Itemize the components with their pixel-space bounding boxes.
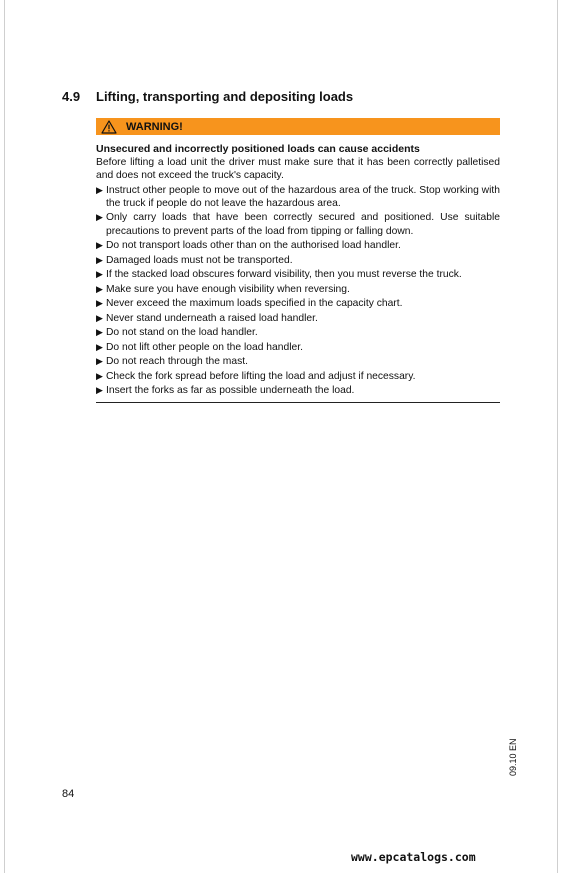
bullet-arrow-icon: ▶ — [96, 269, 103, 280]
bullet-arrow-icon: ▶ — [96, 240, 103, 251]
warning-intro: Before lifting a load unit the driver must make sure that it has been correctly palletised and does not exceed the truck's capacity. — [96, 157, 500, 182]
warning-heading: Unsecured and incorrectly positioned loads can cause accidents — [96, 143, 420, 155]
bullet-item — [96, 297, 500, 310]
bullet-text: Damaged loads must not be transported. — [106, 254, 293, 266]
bullet-text: Only carry loads that have been correctly secured and positioned. Use suitable precautions to prevent parts of the load from tipping or falling down. — [106, 212, 500, 237]
bullet-arrow-icon: ▶ — [96, 312, 103, 323]
bullet-item — [96, 211, 500, 237]
watermark-url: www.epcatalogs.com — [351, 850, 476, 864]
page-border-left — [4, 0, 5, 873]
bullet-item — [96, 268, 500, 281]
bullet-text: Do not stand on the load handler. — [106, 327, 258, 339]
warning-triangle-icon — [101, 120, 117, 134]
section-number: 4.9 — [62, 89, 81, 104]
bullet-text: Make sure you have enough visibility when reversing. — [106, 283, 350, 295]
warning-content — [96, 143, 500, 397]
bullet-arrow-icon: ▶ — [96, 341, 103, 352]
warning-bar — [96, 118, 500, 135]
bullet-item — [96, 384, 500, 397]
bullet-item — [96, 370, 500, 383]
bullet-text: Do not transport loads other than on the authorised load handler. — [106, 240, 401, 252]
bullet-arrow-icon: ▶ — [96, 298, 103, 309]
bullet-list — [96, 184, 500, 398]
bullet-arrow-icon: ▶ — [96, 385, 103, 396]
bullet-text: If the stacked load obscures forward visibility, then you must reverse the truck. — [106, 269, 462, 281]
bullet-text: Insert the forks as far as possible underneath the load. — [106, 385, 355, 397]
bullet-arrow-icon: ▶ — [96, 356, 103, 367]
bullet-arrow-icon: ▶ — [96, 184, 103, 195]
section-title: Lifting, transporting and depositing loads — [96, 89, 354, 104]
page-number: 84 — [62, 788, 75, 800]
bullet-item — [96, 239, 500, 252]
bullet-text: Instruct other people to move out of the hazardous area of the truck. Stop working with the truck if people do not leave the hazardous area. — [106, 184, 500, 209]
bullet-item — [96, 326, 500, 339]
bullet-item — [96, 312, 500, 325]
bullet-item — [96, 341, 500, 354]
revision-label: 09.10 EN — [508, 738, 518, 776]
bullet-text: Do not lift other people on the load handler. — [106, 341, 303, 353]
bullet-text: Check the fork spread before lifting the load and adjust if necessary. — [106, 370, 416, 382]
bullet-item — [96, 283, 500, 296]
warning-label: WARNING! — [126, 120, 183, 133]
bullet-item — [96, 254, 500, 267]
bullet-text: Do not reach through the mast. — [106, 356, 248, 368]
bullet-arrow-icon: ▶ — [96, 212, 103, 223]
bullet-arrow-icon: ▶ — [96, 254, 103, 265]
bullet-arrow-icon: ▶ — [96, 283, 103, 294]
bullet-item — [96, 184, 500, 210]
page-border-right — [557, 0, 558, 873]
bullet-text: Never exceed the maximum loads specified in the capacity chart. — [106, 298, 403, 310]
bullet-text: Never stand underneath a raised load handler. — [106, 312, 318, 324]
bullet-arrow-icon: ▶ — [96, 327, 103, 338]
section-divider — [96, 402, 500, 403]
bullet-item — [96, 355, 500, 368]
bullet-arrow-icon: ▶ — [96, 370, 103, 381]
